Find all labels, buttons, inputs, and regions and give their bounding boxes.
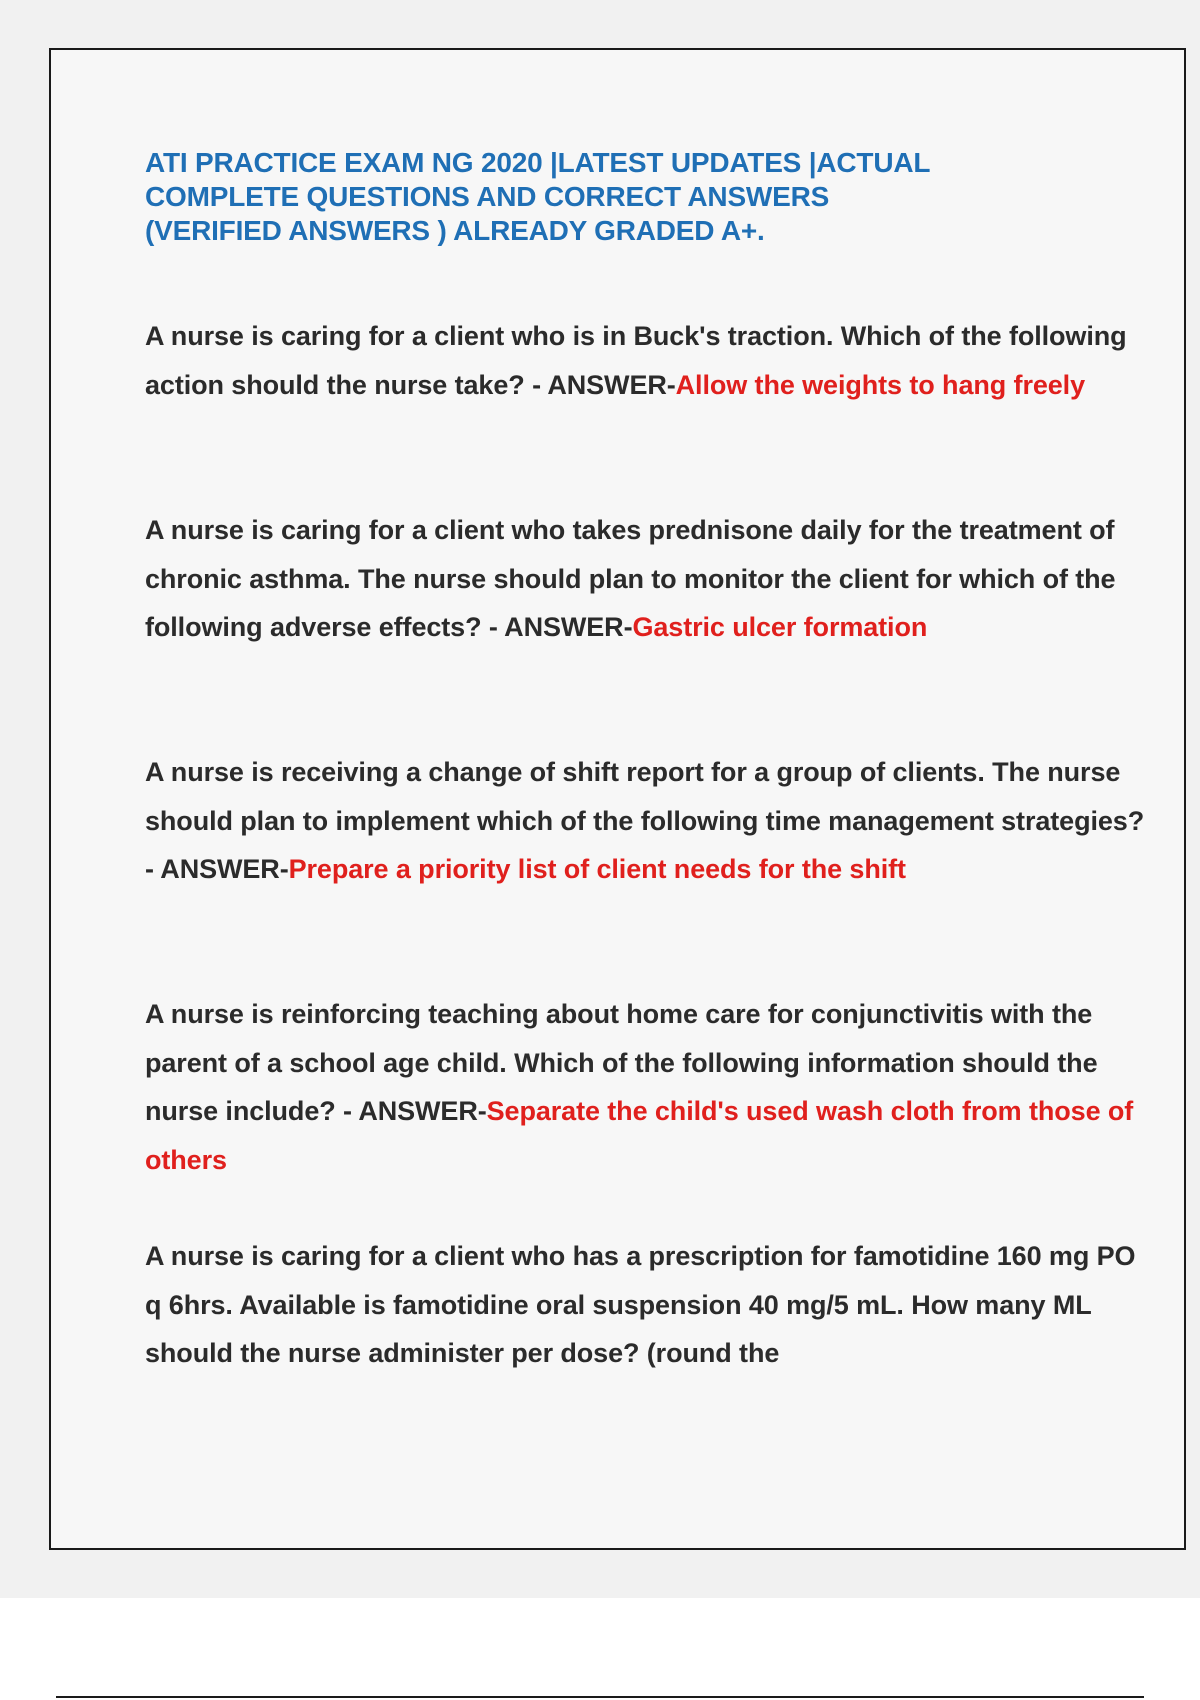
answer-text: Gastric ulcer formation: [632, 612, 928, 642]
answer-text: Allow the weights to hang freely: [675, 369, 1085, 400]
question-block-5: [145, 1232, 1145, 1378]
document-title: [145, 146, 1045, 248]
document-page: [49, 48, 1186, 1550]
question-text: A nurse is reinforcing teaching about home care for conjunctivitis with the parent of a school age child. Which of the following information should the nurse include? - ANSWER-: [145, 999, 1098, 1126]
question-text: A nurse is caring for a client who is in Buck's traction. Which of the following action should the nurse take? - ANSWER-: [145, 321, 1127, 400]
question-block-1: [145, 312, 1145, 409]
question-text: A nurse is caring for a client who takes prednisone daily for the treatment of chronic asthma. The nurse should plan to monitor the client for which of the following adverse effects? - ANSWER-: [145, 515, 1116, 642]
title-line-3: (VERIFIED ANSWERS ) ALREADY GRADED A+.: [145, 215, 765, 246]
page-divider: [56, 1696, 1144, 1698]
question-text: A nurse is receiving a change of shift report for a group of clients. The nurse should plan to implement which of the following time management strategies? - ANSWER-: [145, 757, 1145, 884]
question-block-3: [145, 748, 1145, 894]
question-block-4: [145, 990, 1145, 1184]
question-block-2: [145, 506, 1145, 652]
title-line-1: ATI PRACTICE EXAM NG 2020 |LATEST UPDATES |ACTUAL: [145, 147, 931, 178]
answer-text: Separate the child's used wash cloth from those of others: [145, 1096, 1134, 1175]
answer-text: Prepare a priority list of client needs for the shift: [288, 854, 906, 884]
title-line-2: COMPLETE QUESTIONS AND CORRECT ANSWERS: [145, 181, 830, 212]
question-text: A nurse is caring for a client who has a prescription for famotidine 160 mg PO q 6hrs. Available is famotidine oral suspension 40 mg/5 mL. How many ML should the nurse administer per dose? (round the: [145, 1241, 1136, 1368]
